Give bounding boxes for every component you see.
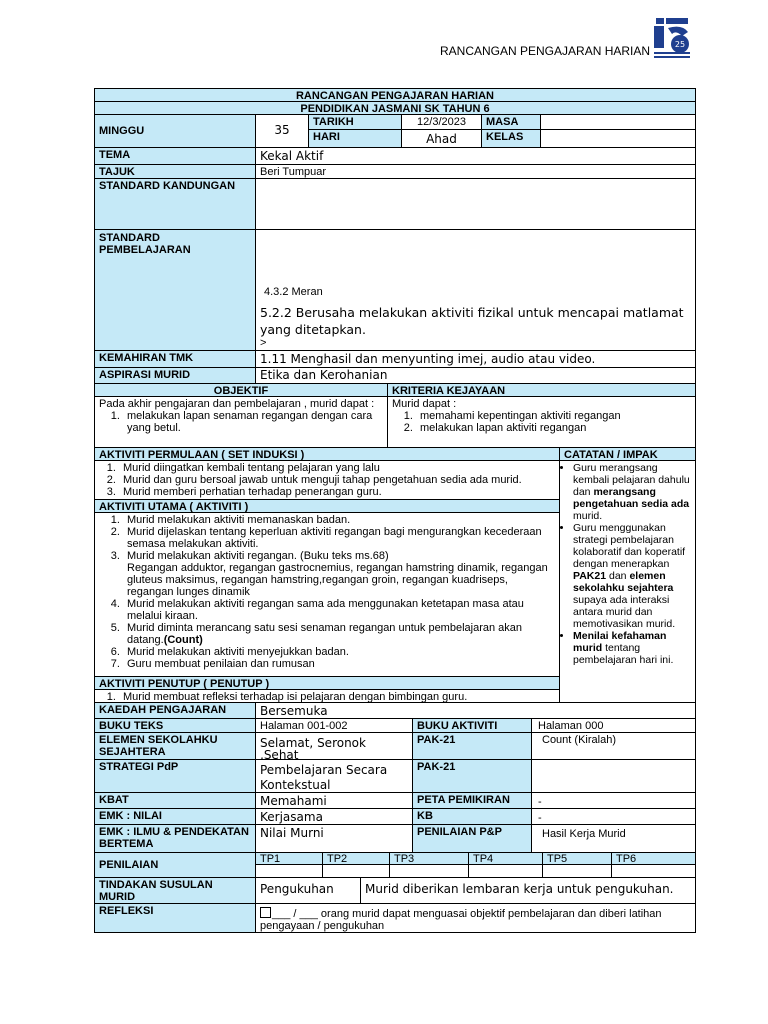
utama-item: 6. Murid melakukan aktiviti menyejukkan badan. [123, 646, 555, 658]
bukuaktiviti-label: BUKU AKTIVITI [412, 718, 532, 733]
doc-subtitle: PENDIDIKAN JASMANI SK TAHUN 6 [94, 101, 696, 115]
minggu-value: 35 [255, 114, 309, 148]
tmk-value: 1.11 Menghasil dan menyunting imej, audio atau video. [255, 350, 696, 368]
objektif-label: OBJEKTIF [94, 383, 388, 397]
refleksi-label: REFLEKSI [94, 903, 256, 933]
pak21b-value [531, 759, 696, 793]
objektif-item: 1. melakukan lapan senaman regangan dengan cara yang betul. [123, 410, 383, 434]
tp1-value [255, 864, 323, 878]
tema-label: TEMA [94, 147, 256, 165]
utama-item: 1. Murid melakukan aktiviti memanaskan badan. [123, 514, 555, 526]
tp1-label: TP1 [255, 852, 323, 865]
tp6-label: TP6 [611, 852, 696, 865]
sk-value [255, 178, 696, 230]
tarikh-value: 12/3/2023 [401, 114, 482, 130]
sp-code: 4.3.2 Meran [264, 286, 323, 298]
emk-ilmu-label: EMK : ILMU & PENDEKATAN BERTEMA [94, 824, 256, 853]
elemen-label: ELEMEN SEKOLAHKU SEJAHTERA [94, 732, 256, 760]
kriteria-label: KRITERIA KEJAYAAN [387, 383, 696, 397]
peta-label: PETA PEMIKIRAN [412, 792, 532, 809]
peta-value: - [531, 792, 696, 809]
kelas-value [540, 129, 696, 148]
sp-text: 5.2.2 Berusaha melakukan aktiviti fizikal untuk mencapai matlamat yang ditetapkan. [260, 305, 684, 337]
masa-label: MASA [481, 114, 541, 130]
utama-item: 7. Guru membuat penilaian dan rumusan [123, 658, 555, 670]
sk-label: STANDARD KANDUNGAN [94, 178, 256, 230]
strategi-value: Pembelajaran Secara Kontekstual [255, 759, 413, 793]
kaedah-label: KAEDAH PENGAJARAN [94, 702, 256, 719]
catatan-content [559, 460, 696, 703]
tp4-label: TP4 [468, 852, 543, 865]
tindakan-type: Pengukuhan [255, 877, 361, 904]
utama-item: 3. Murid melakukan aktiviti regangan. (Buku teks ms.68) Regangan adduktor, regangan gastrocnemius, regangan hamstring dinamik, regangan gluteus maksimus, regangan hamstring,regangan groin, regangan kuadriseps, regangan lunges dinamik [123, 550, 555, 598]
catatan-bullet: • Guru menggunakan strategi pembelajaran kolaboratif dan koperatif dengan menerapkan PAK21 dan elemen sekolahku sejahtera supaya ada interaksi antara murid dan memotivasikan murid. [573, 522, 692, 630]
catatan-label: CATATAN / IMPAK [559, 447, 696, 461]
utama-item: 2. Murid dijelaskan tentang keperluan aktiviti regangan bagi mengurangkan kecederaan semasa melakukan aktiviti. [123, 526, 555, 550]
kriteria-intro: Murid dapat : [392, 398, 457, 410]
tindakan-label: TINDAKAN SUSULAN MURID [94, 877, 256, 904]
elemen-value: Selamat, Seronok ,Sehat [255, 732, 413, 760]
catatan-bullet: • Menilai kefahaman murid tentang pembelajaran hari ini. [573, 630, 692, 666]
kelas-label: KELAS [481, 129, 541, 148]
sp-label: STANDARD PEMBELAJARAN [94, 229, 256, 351]
sp-marker: > [260, 337, 267, 349]
hari-value: Ahad [401, 129, 482, 148]
kriteria-item: 2. melakukan lapan aktiviti regangan [416, 422, 691, 434]
penilaian-pp-value: Hasil Kerja Murid [531, 824, 696, 853]
utama-content [94, 512, 560, 677]
objektif-intro: Pada akhir pengajaran dan pembelajaran , murid dapat : [99, 398, 375, 410]
kbat-value: Memahami [255, 792, 413, 809]
masa-value [540, 114, 696, 130]
bukuteks-value: Halaman 001-002 [255, 718, 413, 733]
tp2-label: TP2 [322, 852, 390, 865]
hari-label: HARI [308, 129, 402, 148]
permulaan-item: 3. Murid memberi perhatian terhadap penerangan guru. [119, 486, 555, 498]
tp4-value [468, 864, 543, 878]
kaedah-value: Bersemuka [255, 702, 696, 719]
emk-ilmu-value: Nilai Murni [255, 824, 413, 853]
tajuk-label: TAJUK [94, 164, 256, 179]
bukuteks-label: BUKU TEKS [94, 718, 256, 733]
kriteria-item: 1. memahami kepentingan aktiviti regangan [416, 410, 691, 422]
refleksi-cell [255, 903, 696, 933]
permulaan-item: 1. Murid diingatkan kembali tentang pelajaran yang lalu [119, 462, 555, 474]
catatan-bullet: • Guru merangsang kembali pelajaran dahulu dan merangsang pengetahuan sedia ada murid. [573, 462, 692, 522]
kbat-label: KBAT [94, 792, 256, 809]
pak21b-label: PAK-21 [412, 759, 532, 793]
tarikh-label: TARIKH [308, 114, 402, 130]
utama-item: 5. Murid diminta merancang satu sesi senaman regangan untuk pembelajaran akan datang.(Count) [123, 622, 555, 646]
tindakan-value: Murid diberikan lembaran kerja untuk pengukuhan. [360, 877, 696, 904]
utama-label: AKTIVITI UTAMA ( AKTIVITI ) [94, 499, 560, 513]
tp3-value [389, 864, 469, 878]
strategi-label: STRATEGI PdP [94, 759, 256, 793]
emk-nilai-label: EMK : NILAI [94, 808, 256, 825]
tp5-label: TP5 [542, 852, 612, 865]
tp6-value [611, 864, 696, 878]
kb-label: KB [412, 808, 532, 825]
minggu-label: MINGGU [94, 114, 256, 148]
aspirasi-value: Etika dan Kerohanian [255, 367, 696, 384]
objektif-content [94, 396, 388, 448]
penilaian-label: PENILAIAN [94, 852, 256, 878]
tp3-label: TP3 [389, 852, 469, 865]
tajuk-value: Beri Tumpuar [255, 164, 696, 179]
page-header-title: RANCANGAN PENGAJARAN HARIAN [440, 44, 651, 58]
bukuaktiviti-value: Halaman 000 [531, 718, 696, 733]
kb-value: - [531, 808, 696, 825]
tema-value: Kekal Aktif [255, 147, 696, 165]
permulaan-label: AKTIVITI PERMULAAN ( SET INDUKSI ) [94, 447, 560, 461]
tp2-value [322, 864, 390, 878]
permulaan-item: 2. Murid dan guru bersoal jawab untuk menguji tahap pengetahuan sedia ada murid. [119, 474, 555, 486]
pak21-value: Count (Kiralah) [531, 732, 696, 760]
utama-item: 4. Murid melakukan aktiviti regangan sama ada menggunakan ketetapan masa atau melalui kiraan. [123, 598, 555, 622]
penilaian-pp-label: PENILAIAN P&P [412, 824, 532, 853]
school-logo [652, 16, 692, 60]
utama-item3-extra: Regangan adduktor, regangan gastrocnemius, regangan hamstring dinamik, regangan gluteus maksimus, regangan hamstring,regangan groin, regangan kuadriseps, regangan lunges dinamik [127, 562, 548, 598]
pak21-label: PAK-21 [412, 732, 532, 760]
emk-nilai-value: Kerjasama [255, 808, 413, 825]
tp5-value [542, 864, 612, 878]
penutup-content [94, 689, 560, 703]
sp-cell [255, 229, 696, 351]
kriteria-content [387, 396, 696, 448]
penutup-label: AKTIVITI PENUTUP ( PENUTUP ) [94, 676, 560, 690]
penutup-item: 1. Murid membuat refleksi terhadap isi pelajaran dengan bimbingan guru. [119, 691, 555, 703]
aspirasi-label: ASPIRASI MURID [94, 367, 256, 384]
tmk-label: KEMAHIRAN TMK [94, 350, 256, 368]
refleksi-checkbox[interactable] [260, 907, 271, 918]
doc-title: RANCANGAN PENGAJARAN HARIAN [94, 88, 696, 102]
permulaan-content [94, 460, 560, 500]
svg-text:25: 25 [674, 40, 686, 49]
refleksi-text: ___ / ___ orang murid dapat menguasai objektif pembelajaran dan diberi latihan pengayaan / pengukuhan [260, 908, 662, 932]
